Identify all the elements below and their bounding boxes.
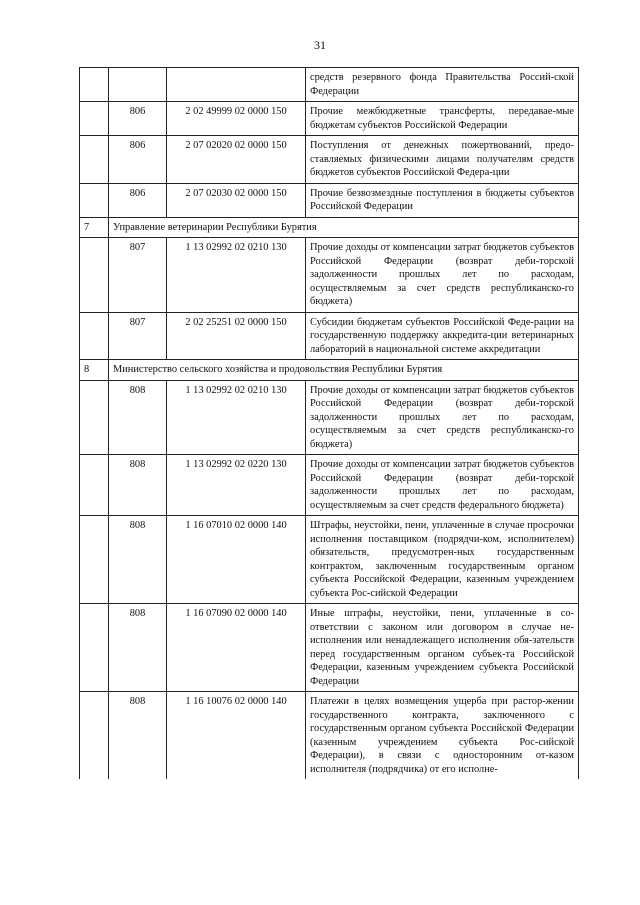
row-index-cell xyxy=(80,136,109,184)
table-row xyxy=(80,380,579,455)
row-index-cell xyxy=(80,380,109,455)
revenue-description: Штрафы, неустойки, пени, уплаченные в случае просрочки исполнения поставщиком (подрядчи-ком, исполнителем) обязательств, предусмотрен-ных государственным контрактом, заключенным государственным органом субъекта Российской Федерации, казенным учреждением субъекта Рос-сийской Федерации xyxy=(306,516,579,604)
table-row xyxy=(80,68,579,102)
administrator-code xyxy=(109,68,167,102)
revenue-description: Прочие доходы от компенсации затрат бюджетов субъектов Российской Федерации (возврат деби-торской задолженности прошлых лет по расходам, осуществляемым за счет средств республиканско-го бюджета) xyxy=(306,380,579,455)
row-index-cell xyxy=(80,692,109,780)
section-number: 7 xyxy=(80,217,109,238)
budget-classification-code: 1 16 07090 02 0000 140 xyxy=(167,604,306,692)
administrator-code: 808 xyxy=(109,692,167,780)
section-number: 8 xyxy=(80,360,109,381)
budget-classification-code: 2 02 49999 02 0000 150 xyxy=(167,102,306,136)
budget-classification-code: 1 16 10076 02 0000 140 xyxy=(167,692,306,780)
revenue-description: Иные штрафы, неустойки, пени, уплаченные в со-ответствии с законом или договором в случае не-исполнения или ненадлежащего исполнения обя-зательств перед государственным органом субъек-та Российской Федерации, казенным учреждением субъекта Российской Федерации xyxy=(306,604,579,692)
budget-classification-code: 2 07 02020 02 0000 150 xyxy=(167,136,306,184)
row-index-cell xyxy=(80,455,109,516)
revenue-description: Прочие межбюджетные трансферты, передавае-мые бюджетам субъектов Российской Федерации xyxy=(306,102,579,136)
page-number: 31 xyxy=(314,38,326,52)
table-row xyxy=(80,516,579,604)
row-index-cell xyxy=(80,516,109,604)
section-title: Управление ветеринарии Республики Бурятия xyxy=(109,217,579,238)
table-row xyxy=(80,238,579,313)
section-title: Министерство сельского хозяйства и продовольствия Республики Бурятия xyxy=(109,360,579,381)
revenue-classification-table xyxy=(79,67,579,779)
budget-classification-code: 1 13 02992 02 0210 130 xyxy=(167,238,306,313)
revenue-description: Прочие доходы от компенсации затрат бюджетов субъектов Российской Федерации (возврат деби-торской задолженности прошлых лет по расходам, осуществляемым за счет средств республиканско-го бюджета) xyxy=(306,238,579,313)
administrator-code: 808 xyxy=(109,516,167,604)
budget-classification-code: 2 02 25251 02 0000 150 xyxy=(167,312,306,360)
row-index-cell xyxy=(80,604,109,692)
table-row xyxy=(80,604,579,692)
table-row xyxy=(80,312,579,360)
table-row xyxy=(80,183,579,217)
administrator-code: 806 xyxy=(109,136,167,184)
revenue-description: Субсидии бюджетам субъектов Российской Феде-рации на государственную поддержку аккредита-ции ветеринарных лабораторий в национальной системе аккредитации xyxy=(306,312,579,360)
table-row xyxy=(80,136,579,184)
row-index-cell xyxy=(80,102,109,136)
administrator-code: 806 xyxy=(109,102,167,136)
table-row xyxy=(80,102,579,136)
row-index-cell xyxy=(80,312,109,360)
budget-classification-code: 1 13 02992 02 0210 130 xyxy=(167,380,306,455)
revenue-description: Поступления от денежных пожертвований, предо-ставляемых физическими лицами получателям средств бюджетов субъектов Российской Федера-ции xyxy=(306,136,579,184)
budget-classification-code: 2 07 02030 02 0000 150 xyxy=(167,183,306,217)
section-row xyxy=(80,217,579,238)
administrator-code: 806 xyxy=(109,183,167,217)
table-row xyxy=(80,692,579,780)
row-index-cell xyxy=(80,68,109,102)
revenue-description: Прочие доходы от компенсации затрат бюджетов субъектов Российской Федерации (возврат деби-торской задолженности прошлых лет по расходам, осуществляемым за счет средств федерального бюджета) xyxy=(306,455,579,516)
administrator-code: 807 xyxy=(109,238,167,313)
section-row xyxy=(80,360,579,381)
table-row xyxy=(80,455,579,516)
administrator-code: 808 xyxy=(109,380,167,455)
administrator-code: 808 xyxy=(109,455,167,516)
row-index-cell xyxy=(80,183,109,217)
administrator-code: 808 xyxy=(109,604,167,692)
row-index-cell xyxy=(80,238,109,313)
revenue-description: средств резервного фонда Правительства Россий-ской Федерации xyxy=(306,68,579,102)
budget-classification-code: 1 13 02992 02 0220 130 xyxy=(167,455,306,516)
budget-classification-code xyxy=(167,68,306,102)
revenue-description: Платежи в целях возмещения ущерба при растор-жении государственного контракта, заключенного с государственным органом субъекта Российской Федерации (казенным учреждением субъекта Рос-сийской Федерации), в связи с односторонним от-казом исполнителя (подрядчика) от его исполне- xyxy=(306,692,579,780)
revenue-description: Прочие безвозмездные поступления в бюджеты субъектов Российской Федерации xyxy=(306,183,579,217)
budget-classification-code: 1 16 07010 02 0000 140 xyxy=(167,516,306,604)
administrator-code: 807 xyxy=(109,312,167,360)
